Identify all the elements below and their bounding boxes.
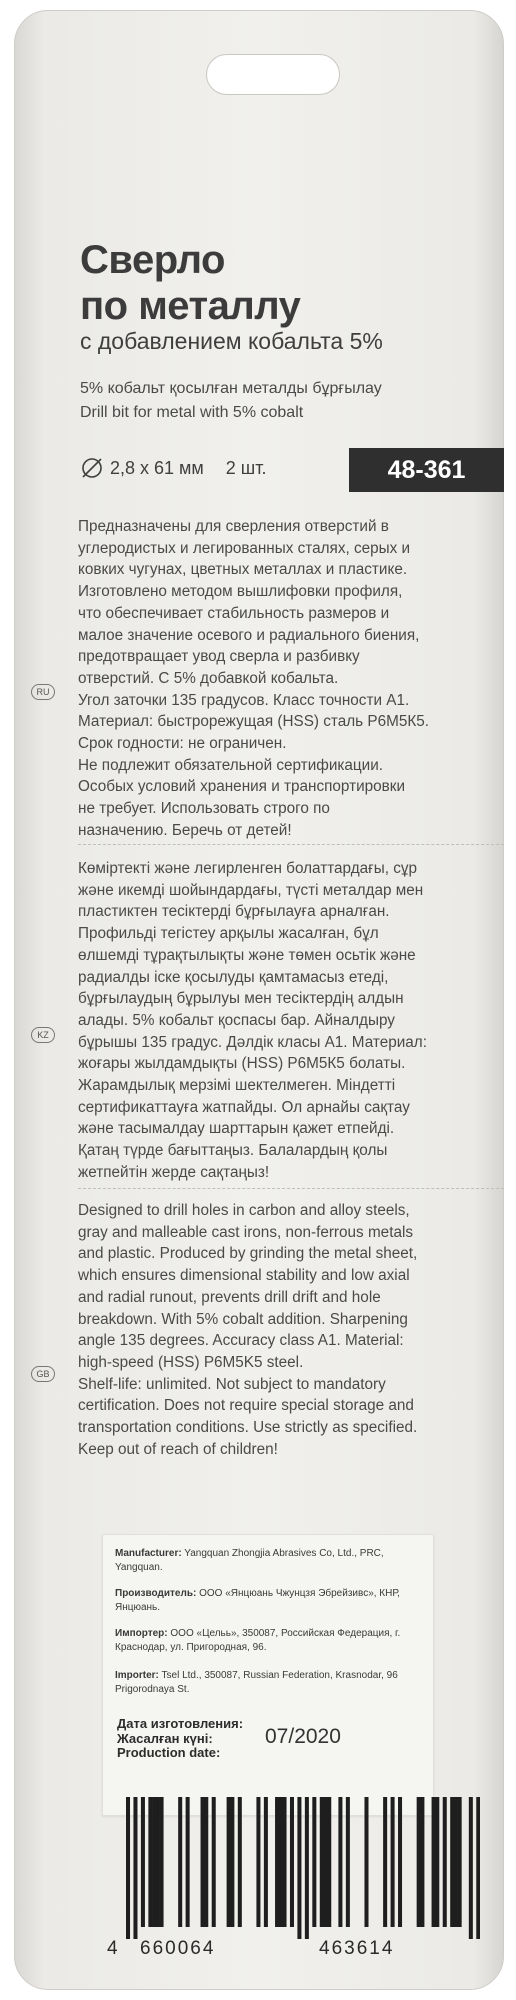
producer-label: Производитель: bbox=[115, 1588, 197, 1599]
importer-ru-info bbox=[115, 1627, 415, 1655]
barcode-bar bbox=[305, 1797, 309, 1939]
hang-hole bbox=[206, 54, 340, 95]
barcode-bar bbox=[443, 1797, 447, 1927]
barcode-bar bbox=[152, 1797, 156, 1927]
barcode-bar bbox=[279, 1797, 283, 1927]
barcode-bar bbox=[323, 1797, 327, 1927]
manufacturer-value: Yangquan Zhongjia Abrasives Co, Ltd., PRC, Yangquan. bbox=[115, 1548, 384, 1573]
barcode-bar bbox=[312, 1797, 316, 1927]
barcode-bar bbox=[238, 1797, 242, 1927]
manufacturer-info bbox=[115, 1547, 415, 1575]
barcode-bar bbox=[338, 1797, 342, 1927]
barcode-bar bbox=[435, 1797, 439, 1927]
production-date-labels bbox=[117, 1717, 243, 1761]
barcode-bar bbox=[346, 1797, 350, 1927]
barcode-bar bbox=[364, 1797, 368, 1927]
description-en: Designed to drill holes in carbon and alloy steels, gray and malleable cast irons, non-ferrous metals and plastic. Produced by grinding the metal sheet, which ensures dimensional stability and low axial and radial runout, prevents drill drift and hole breakdown. With 5% cobalt addition. Sharpening angle 135 degrees. Accuracy class A1. Material: high-speed (HSS) P6M5K5 steel. Shelf-life: unlimited. Not subject to mandatory certification. Does not require special storage and transportation conditions. Use strictly as specified. Keep out of reach of children! bbox=[78, 1202, 418, 1458]
barcode-bar bbox=[391, 1797, 395, 1927]
barcode bbox=[126, 1797, 480, 1939]
barcode-bar bbox=[230, 1797, 234, 1927]
diameter-icon bbox=[80, 456, 104, 480]
barcode-bar bbox=[450, 1797, 454, 1927]
info-sticker bbox=[102, 1534, 434, 1816]
lang-badge-ru: RU bbox=[31, 684, 55, 700]
lang-badge-gb: GB bbox=[31, 1366, 55, 1382]
barcode-bar bbox=[126, 1797, 130, 1939]
barcode-bar bbox=[290, 1797, 294, 1927]
barcode-bar bbox=[156, 1797, 160, 1927]
size-value: 2,8 х 61 мм bbox=[110, 457, 204, 478]
barcode-bar bbox=[398, 1797, 402, 1927]
quantity-value: 2 шт. bbox=[225, 457, 267, 478]
product-subtitle-kz: 5% кобальт қосылған металды бұрғылау bbox=[80, 380, 382, 397]
barcode-bar bbox=[283, 1797, 287, 1927]
barcode-bar bbox=[327, 1797, 331, 1927]
production-date-value: 07/2020 bbox=[265, 1725, 341, 1748]
barcode-bar bbox=[383, 1797, 387, 1927]
title-line-1: Сверло bbox=[80, 238, 225, 282]
barcode-bar bbox=[417, 1797, 421, 1927]
date-label-ru: Дата изготовления: bbox=[117, 1716, 244, 1731]
barcode-digits-left: 660064 bbox=[140, 1938, 216, 1959]
divider bbox=[78, 844, 504, 846]
barcode-bar bbox=[432, 1797, 436, 1927]
barcode-bar bbox=[420, 1797, 424, 1927]
date-label-en: Production date: bbox=[117, 1745, 221, 1760]
product-title bbox=[80, 237, 300, 329]
article-number: 48-361 bbox=[349, 448, 504, 492]
barcode-bar bbox=[204, 1797, 208, 1927]
barcode-bar bbox=[201, 1797, 205, 1927]
importer-ru-value: ООО «Цельь», 350087, Российская Федерация, г. Краснодар, ул. Пригородная, 96. bbox=[115, 1628, 401, 1653]
producer-value: ООО «Янцюань Чжунцзя Эбрейзивс», КНР, Янцюань. bbox=[115, 1588, 400, 1613]
barcode-bar bbox=[186, 1797, 190, 1927]
manufacturer-label: Manufacturer: bbox=[115, 1548, 182, 1559]
importer-en-info bbox=[115, 1669, 415, 1697]
importer-en-label: Importer: bbox=[115, 1670, 159, 1681]
producer-info bbox=[115, 1587, 415, 1615]
barcode-digits-right: 463614 bbox=[319, 1938, 395, 1959]
barcode-bar bbox=[178, 1797, 182, 1927]
barcode-bar bbox=[160, 1797, 164, 1927]
product-subtitle-en: Drill bit for metal with 5% cobalt bbox=[80, 404, 304, 421]
barcode-bar bbox=[454, 1797, 458, 1927]
product-specs bbox=[80, 456, 267, 480]
divider bbox=[78, 1188, 504, 1190]
importer-en-value: Tsel Ltd., 350087, Russian Federation, Krasnodar, 96 Prigorodnaya St. bbox=[115, 1670, 398, 1695]
barcode-bar bbox=[469, 1797, 473, 1939]
barcode-bar bbox=[275, 1797, 279, 1927]
barcode-bar bbox=[458, 1797, 462, 1927]
barcode-bar bbox=[256, 1797, 260, 1927]
barcode-bar bbox=[476, 1797, 480, 1939]
lang-badge-kz: KZ bbox=[31, 1027, 55, 1043]
barcode-bar bbox=[320, 1797, 324, 1927]
barcode-bar bbox=[227, 1797, 231, 1927]
barcode-bar bbox=[133, 1797, 137, 1939]
barcode-bar bbox=[212, 1797, 216, 1927]
barcode-digit-first: 4 bbox=[107, 1938, 118, 1959]
barcode-bar bbox=[148, 1797, 152, 1927]
title-line-2: по металлу bbox=[80, 284, 301, 328]
date-label-kz: Жасалған күні: bbox=[117, 1730, 213, 1746]
product-subtitle: с добавлением кобальта 5% bbox=[80, 328, 383, 354]
barcode-bar bbox=[297, 1797, 301, 1939]
barcode-bar bbox=[141, 1797, 145, 1927]
barcode-bar bbox=[264, 1797, 268, 1927]
description-kz: Көміртекті және легирленген болаттардағы, сұр және икемді шойындардағы, түсті металдар мен пластиктен тесіктерді бұрғылауға арналған. Профильді тегістеу арқылы жасалған, бұл өлшемді тұрақтылықты және төмен осьтік және радиалды іске қосылуды қамтамасыз етеді, бұрғылаудың бұрылуы мен тесіктердің алдын алады. 5% кобальт қоспасы бар. Айналдыру бұрышы 135 градус. Дәлдік класы А1. Материал: жоғары жылдамдықты (HSS) Р6М5К5 болаты. Жарамдылық мерзімі шектелмеген. Міндетті сертификаттауға жатпайды. Ол арнайы сақтау және тасымалдау шарттарын қажет етпейді. Қатаң түрде бағыттаңыз. Балалардың қолы жетпейтін жерде сақтаңыз! bbox=[78, 860, 427, 1181]
description-ru: Предназначены для сверления отверстий в углеродистых и легированных сталях, серых и ковких чугунах, цветных металлах и пластике. Изготовлено методом вышлифовки профиля, что обеспечивает стабильность размеров и малое значение осевого и радиального биения, предотвращает увод сверла и разбивку отверстий. С 5% добавкой кобальта. Угол заточки 135 градусов. Класс точности А1. Материал: быстрорежущая (HSS) сталь Р6М5К5. Срок годности: не ограничен. Не подлежит обязательной сертификации. Особых условий хранения и транспортировки не требует. Использовать строго по назначению. Беречь от детей! bbox=[78, 518, 430, 839]
importer-ru-label: Импортер: bbox=[115, 1628, 168, 1639]
